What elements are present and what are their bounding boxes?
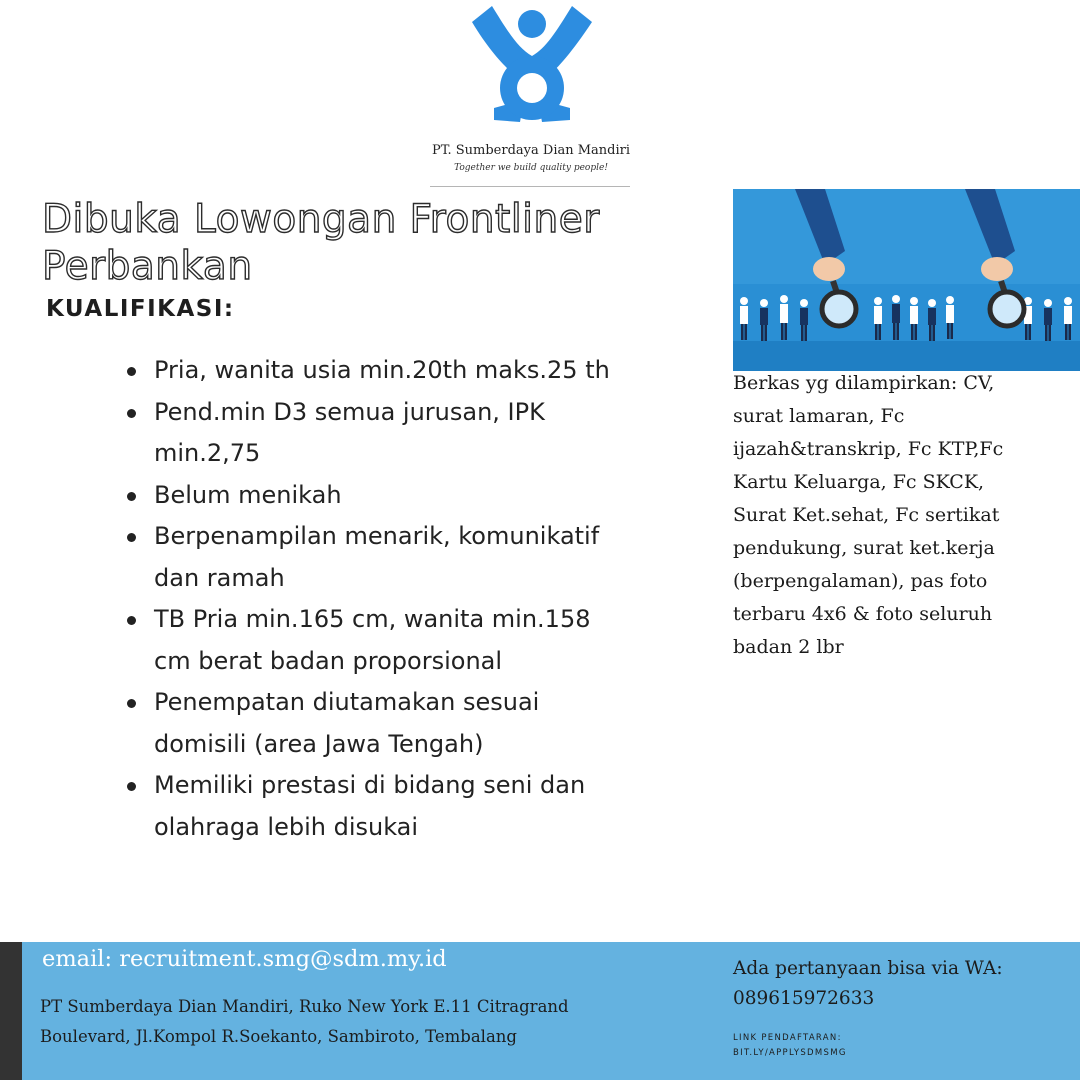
qualification-text: Belum menikah (154, 480, 342, 509)
footer-accent-bar (0, 942, 22, 1080)
logo-figure-icon (466, 2, 596, 134)
bullet-icon (127, 699, 136, 708)
bullet-icon (127, 616, 136, 625)
qualification-item (154, 475, 634, 517)
whatsapp-contact: Ada pertanyaan bisa via WA: 089615972633 (733, 958, 1003, 1009)
qualification-item (154, 516, 634, 599)
qualification-item (154, 392, 634, 475)
bullet-icon (127, 782, 136, 791)
qualification-text: Pria, wanita usia min.20th maks.25 th (154, 356, 610, 384)
required-documents: Berkas yg dilampirkan: CV, surat lamaran, Fc ijazah&transkrip, Fc KTP,Fc Kartu Keluarga, Fc SKCK, Surat Ket.sehat, Fc sertikat pendukung, surat ket.kerja (berpengalaman), pas foto terbaru 4x6 & foto seluruh badan 2 lbr (733, 372, 1004, 658)
qualification-item (154, 599, 634, 682)
bullet-icon (127, 533, 136, 542)
company-tagline: Together we build quality people! (454, 163, 608, 173)
qualification-item (154, 682, 634, 765)
company-logo (430, 0, 632, 192)
qualifications-heading: KUALIFIKASI: (46, 296, 235, 322)
logo-divider (430, 186, 630, 187)
footer (0, 942, 1080, 1080)
company-name: PT. Sumberdaya Dian Mandiri (431, 143, 631, 158)
qualification-text: TB Pria min.165 cm, wanita min.158 cm berat badan proporsional (154, 605, 591, 675)
qualification-item (154, 765, 634, 848)
qualification-item (154, 350, 634, 392)
qualifications-list (154, 350, 634, 848)
registration-link-label: LINK PENDAFTARAN: (733, 1033, 842, 1043)
job-headline: Dibuka Lowongan Frontliner Perbankan (42, 197, 600, 289)
registration-link[interactable]: BIT.LY/APPLYSDMSMG (733, 1048, 847, 1058)
qualification-text: Berpenampilan menarik, komunikatif dan ramah (154, 522, 600, 592)
qualification-text: Memiliki prestasi di bidang seni dan olahraga lebih disukai (154, 771, 586, 841)
recruitment-illustration-icon (733, 189, 1080, 371)
bullet-icon (127, 492, 136, 501)
recruitment-illustration (733, 189, 1080, 371)
qualification-text: Pend.min D3 semua jurusan, IPK min.2,75 (154, 397, 545, 467)
contact-email[interactable]: email: recruitment.smg@sdm.my.id (42, 946, 447, 972)
bullet-icon (127, 409, 136, 418)
bullet-icon (127, 367, 136, 376)
office-address: PT Sumberdaya Dian Mandiri, Ruko New York E.11 Citragrand Boulevard, Jl.Kompol R.Soekanto, Sambiroto, Tembalang (40, 997, 569, 1046)
qualification-text: Penempatan diutamakan sesuai domisili (area Jawa Tengah) (154, 688, 540, 758)
